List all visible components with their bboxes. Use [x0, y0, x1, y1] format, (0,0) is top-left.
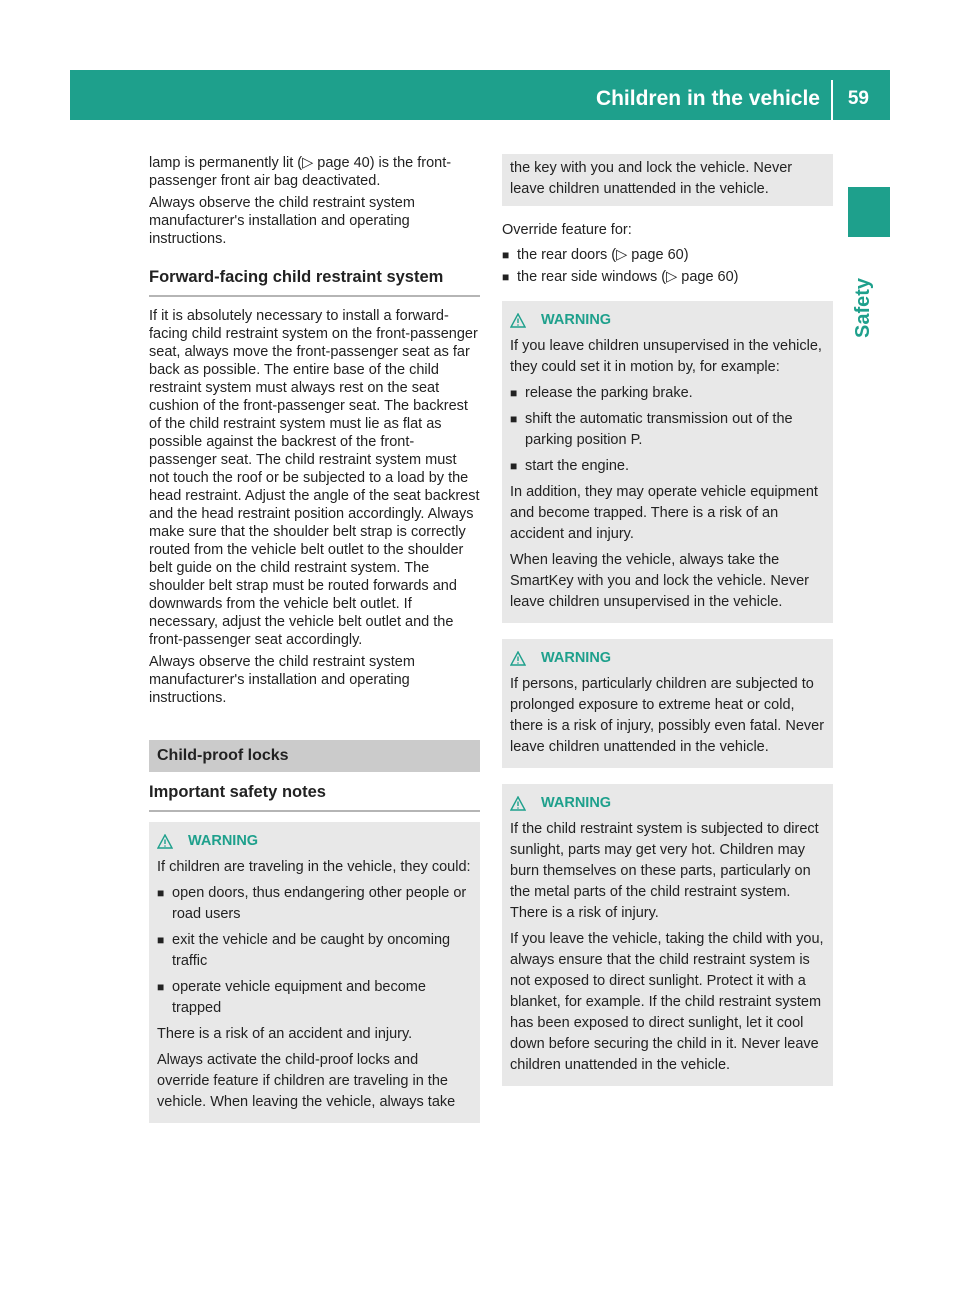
- warning-label: WARNING: [541, 795, 612, 811]
- list-item: ■ the rear side windows (▷ page 60): [502, 269, 739, 285]
- bullet-icon: ■: [510, 412, 518, 426]
- section-tab: [848, 187, 890, 237]
- warning-lead: If children are traveling in the vehicle, they could:: [157, 859, 471, 875]
- warning-text: Always activate the child-proof locks and override feature if children are traveling in the vehicle. When leaving the vehicle, always take: [157, 1052, 456, 1110]
- warning-text: If you leave the vehicle, taking the child with you, always ensure that the child restraint system is not exposed to direct sunlight. Protect it with a blanket, for example. If the child restraint system has been exposed to direct sunlight, let it cool down before securing the child in it. Never leave children unattended in the vehicle.: [510, 931, 824, 1073]
- warning-bullet-list: [510, 383, 825, 477]
- bullet-icon: ■: [157, 980, 165, 994]
- override-list: [502, 245, 833, 287]
- intro-paragraph-2: Always observe the child restraint system manufacturer's installation and operating instructions.: [149, 195, 415, 247]
- page-header: [70, 70, 890, 120]
- list-item: ■ open doors, thus endangering other people or road users: [157, 885, 467, 922]
- bullet-icon: ■: [157, 886, 165, 900]
- section-label: Safety: [852, 277, 874, 338]
- bullet-icon: ■: [510, 459, 518, 473]
- list-item: ■ exit the vehicle and be caught by oncoming traffic: [157, 932, 451, 969]
- warning-bullet-list: [157, 883, 472, 1019]
- warning-label: WARNING: [188, 833, 259, 849]
- warning-text: If the child restraint system is subjected to direct sunlight, parts may get very hot. Children may burn themselves on these parts, particularly on the metal parts of the child restraint system. There is a risk of injury.: [510, 821, 819, 921]
- warning-text: In addition, they may operate vehicle equipment and become trapped. There is a risk of an accident and injury.: [510, 484, 818, 542]
- bullet-icon: ■: [502, 248, 510, 262]
- bullet-icon: ■: [157, 933, 165, 947]
- section-heading-child-proof-locks: Child-proof locks: [149, 740, 480, 772]
- warning-header: [510, 793, 825, 813]
- page-number: 59: [847, 88, 869, 109]
- warning-label: WARNING: [541, 312, 612, 328]
- warning-triangle-icon: [510, 313, 526, 328]
- chapter-title: Children in the vehicle: [595, 87, 820, 110]
- right-column: [502, 154, 833, 1086]
- warning-box-2: [502, 301, 833, 623]
- list-item: ■ start the engine.: [510, 456, 825, 477]
- warning-text: When leaving the vehicle, always take the SmartKey with you and lock the vehicle. Never leave children unsupervised in the vehicle.: [510, 552, 809, 610]
- forward-facing-paragraph-1: If it is absolutely necessary to install a forward-facing child restraint system on the front-passenger seat, always move the front-passenger seat as far back as possible. The entire base of the child restraint system must always rest on the seat cushion of the front-passenger seat. The backrest of the child restraint system must lie as flat as possible against the backrest of the front-passenger seat. The child restraint system must not touch the roof or be subjected to a load by the head restraint. Adjust the angle of the seat backrest and the head restraint position accordingly. Always make sure that the shoulder belt strap is correctly routed from the vehicle belt outlet to the shoulder belt guide on the child restraint system. The shoulder belt strap must be routed forwards and downwards from the vehicle belt outlet. If necessary, adjust the vehicle belt outlet and the front-passenger seat accordingly.: [149, 308, 480, 648]
- list-item: ■ release the parking brake.: [510, 383, 825, 404]
- intro-paragraph-1: lamp is permanently lit (▷ page 40) is the front-passenger front air bag deactivated.: [149, 155, 452, 189]
- warning-triangle-icon: [510, 796, 526, 811]
- warning-header: [510, 648, 825, 668]
- warning-text: If persons, particularly children are subjected to prolonged exposure to extreme heat or cold, there is a risk of injury, possibly even fatal. Never leave children unattended in the vehicle.: [510, 676, 825, 755]
- left-column: [149, 154, 480, 1123]
- warning-triangle-icon: [157, 834, 173, 849]
- warning-box-1-continued: [502, 154, 833, 206]
- warning-box-3: [502, 639, 833, 768]
- warning-label: WARNING: [541, 650, 612, 666]
- warning-text: There is a risk of an accident and injury.: [157, 1026, 413, 1042]
- warning-box-1: [149, 822, 480, 1123]
- forward-facing-paragraph-2: Always observe the child restraint system manufacturer's installation and operating instructions.: [149, 654, 415, 706]
- warning-header: [157, 831, 472, 851]
- forward-facing-heading: Forward-facing child restraint system: [149, 252, 480, 297]
- warning-lead: If you leave children unsupervised in the vehicle, they could set it in motion by, for example:: [510, 338, 822, 375]
- warning-triangle-icon: [510, 651, 526, 666]
- bullet-icon: ■: [510, 386, 518, 400]
- override-label: Override feature for:: [502, 222, 632, 238]
- warning-box-4: [502, 784, 833, 1086]
- list-item: ■ the rear doors (▷ page 60): [502, 247, 689, 263]
- warning-header: [510, 310, 825, 330]
- list-item: ■ operate vehicle equipment and become trapped: [157, 979, 426, 1016]
- header-divider: [831, 80, 833, 120]
- list-item: ■ shift the automatic transmission out of the parking position P.: [510, 411, 793, 448]
- bullet-icon: ■: [502, 270, 510, 284]
- safety-notes-heading: Important safety notes: [149, 772, 480, 812]
- warning-text: the key with you and lock the vehicle. Never leave children unattended in the vehicle.: [510, 160, 793, 197]
